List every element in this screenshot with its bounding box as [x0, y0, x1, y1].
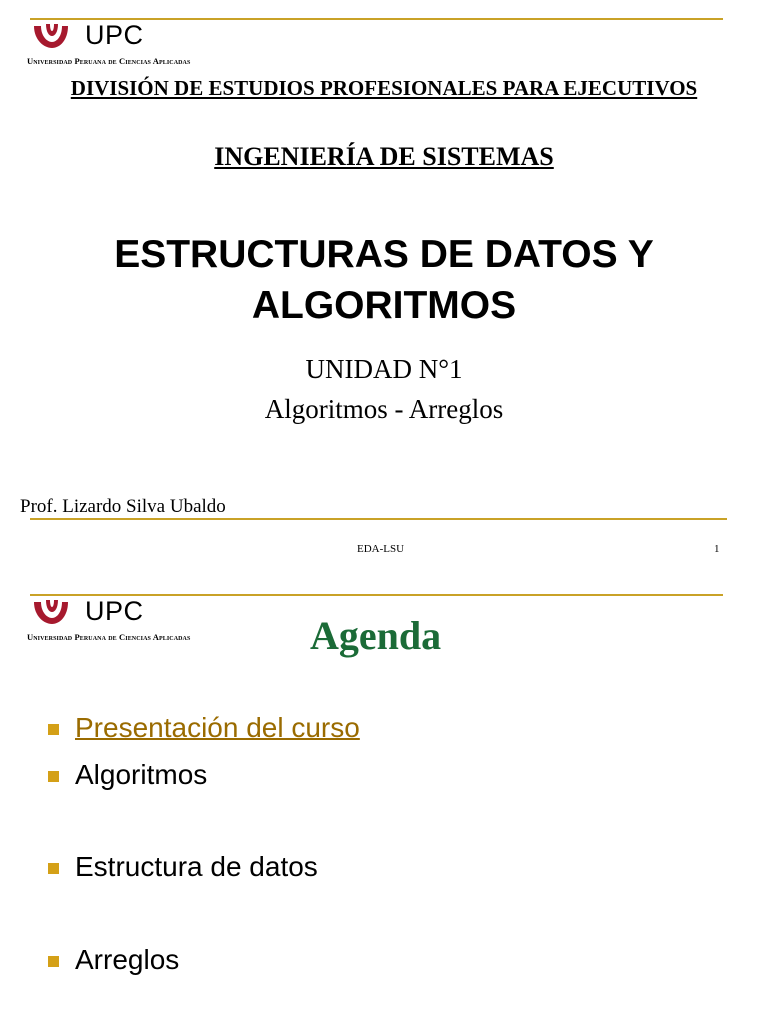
bullet-square-icon [48, 863, 59, 874]
bullet-square-icon [48, 771, 59, 782]
page-number: 1 [714, 543, 720, 555]
logo-university-name: Universidad Peruana de Ciencias Aplicadas [27, 632, 191, 642]
division-heading: DIVISIÓN DE ESTUDIOS PROFESIONALES PARA EJECUTIVOS [70, 76, 698, 100]
unit-subtitle: Algoritmos - Arreglos [264, 394, 504, 424]
bullet-square-icon [48, 724, 59, 735]
bullet-square-icon [48, 956, 59, 967]
unit-label: UNIDAD N°1 [305, 354, 463, 384]
professor-name: Prof. Lizardo Silva Ubaldo [20, 496, 226, 517]
logo-brand: UPC [85, 20, 144, 50]
footer-divider [30, 518, 727, 520]
course-title-line1: ESTRUCTURAS DE DATOS Y [114, 233, 654, 276]
upc-emblem-icon [30, 598, 82, 628]
logo-brand: UPC [85, 596, 144, 626]
agenda-title: Agenda [310, 613, 442, 658]
agenda-item-label: Algoritmos [75, 759, 208, 790]
program-heading: INGENIERÍA DE SISTEMAS [214, 142, 554, 171]
course-title-line2: ALGORITMOS [251, 284, 517, 327]
agenda-item-link[interactable]: Presentación del curso [75, 712, 360, 743]
agenda-item-label: Estructura de datos [75, 851, 318, 882]
agenda-slide [0, 582, 768, 1024]
logo-university-name: Universidad Peruana de Ciencias Aplicadas [27, 56, 191, 66]
footer-code: EDA-LSU [357, 543, 405, 555]
upc-emblem-icon [30, 22, 82, 52]
agenda-item-label: Arreglos [75, 944, 180, 975]
